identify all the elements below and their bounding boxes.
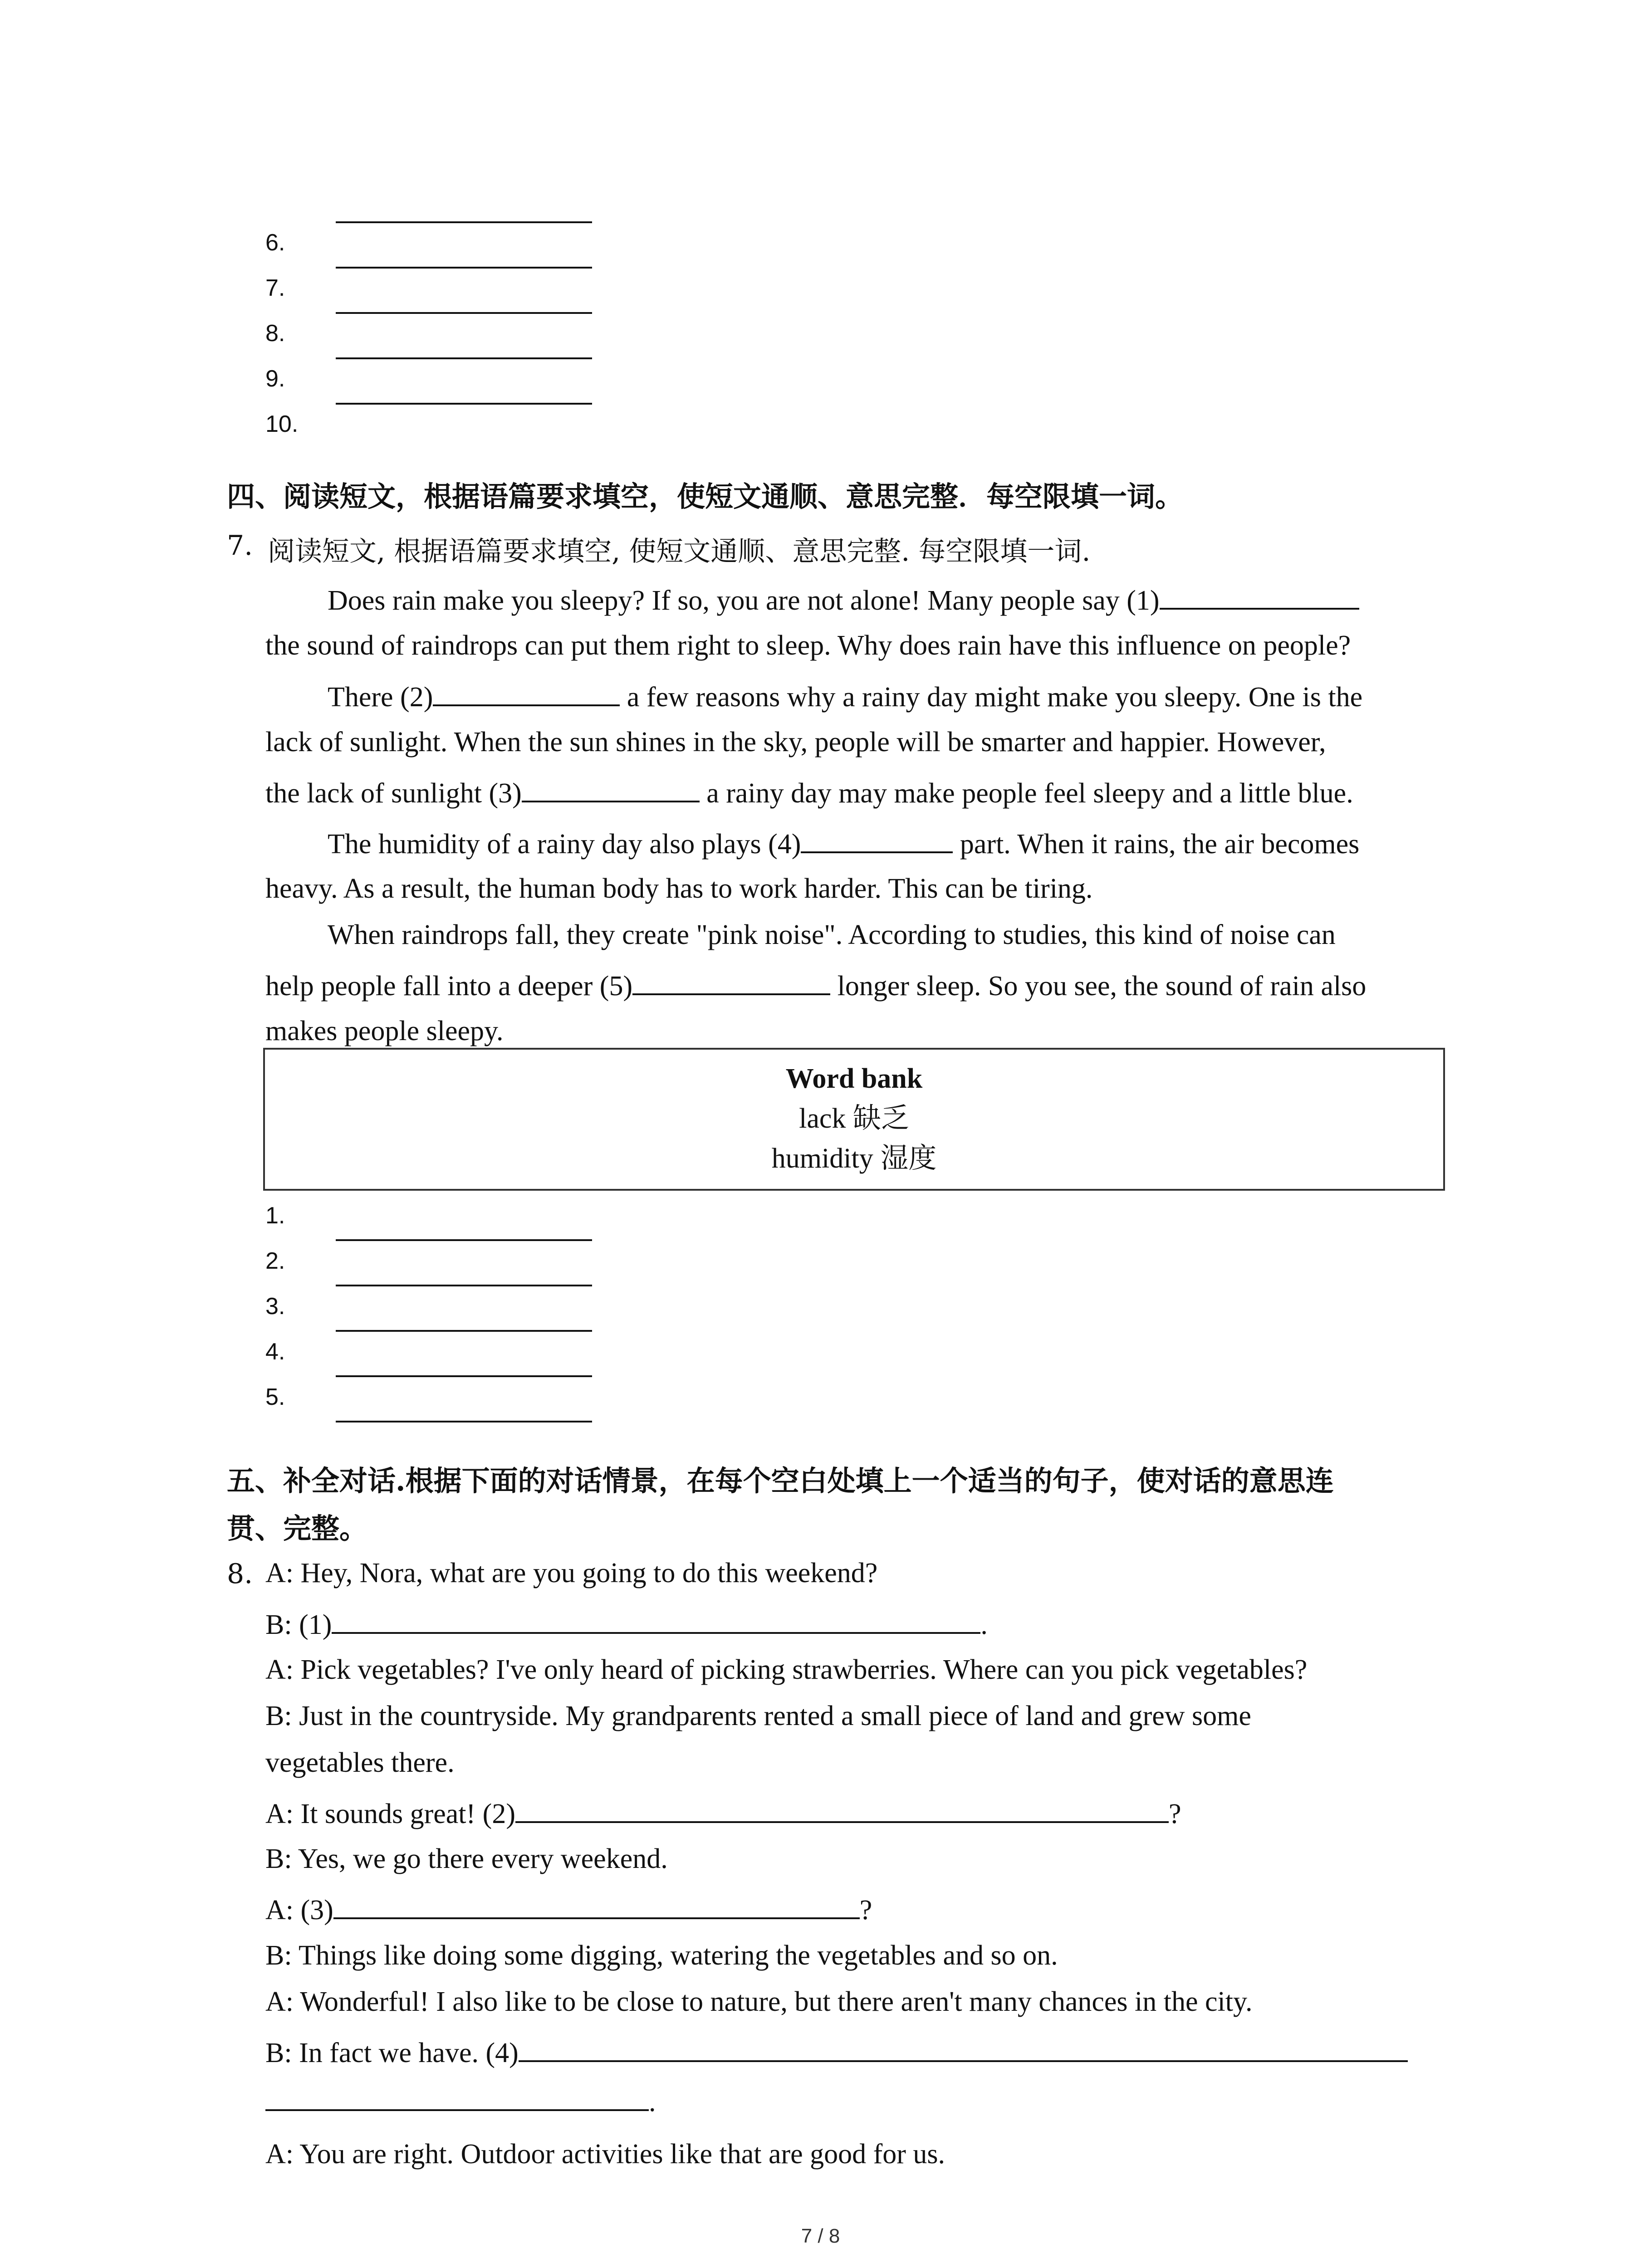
answer-label-10: 10. bbox=[265, 411, 299, 437]
passage-line-3: There (2) a few reasons why a rainy day might make you sleepy. One is the bbox=[328, 682, 1363, 713]
dialogue-line-9: B: Things like doing some digging, watering the vegetables and so on. bbox=[265, 1940, 1058, 1971]
answer-label-6: 6. bbox=[265, 230, 285, 256]
passage-line-2: the sound of raindrops can put them right to sleep. Why does rain have this influence on people? bbox=[265, 630, 1351, 661]
passage-line-8: When raindrops fall, they create "pink noise". According to studies, this kind of noise can bbox=[328, 919, 1336, 950]
dialogue-line-7: B: Yes, we go there every weekend. bbox=[265, 1843, 668, 1874]
dialogue-line-10: A: Wonderful! I also like to be close to nature, but there aren't many chances in the city. bbox=[265, 1986, 1253, 2017]
passage-line-9: help people fall into a deeper (5) longer sleep. So you see, the sound of rain also bbox=[265, 971, 1367, 1002]
word-bank-item-lack: lack 缺乏 bbox=[799, 1103, 909, 1134]
s4-answer-blank-4[interactable] bbox=[336, 1375, 592, 1377]
s4-answer-label-5: 5. bbox=[265, 1384, 285, 1410]
s4-answer-label-3: 3. bbox=[265, 1293, 285, 1320]
answer-label-9: 9. bbox=[265, 366, 285, 392]
answer-label-7: 7. bbox=[265, 275, 285, 301]
s4-answer-label-1: 1. bbox=[265, 1202, 285, 1229]
dialogue-blank-4[interactable] bbox=[519, 2038, 1408, 2062]
section4-heading: 四、阅读短文，根据语篇要求填空，使短文通顺、意思完整．每空限填一词。 bbox=[227, 480, 1184, 513]
answer-blank-8[interactable] bbox=[336, 312, 592, 314]
s4-answer-blank-3[interactable] bbox=[336, 1330, 592, 1332]
section5-heading-line2: 贯、完整。 bbox=[227, 1512, 368, 1545]
dialogue-line-13: A: You are right. Outdoor activities like that are good for us. bbox=[265, 2139, 945, 2170]
dialogue-line-11: B: In fact we have. (4) bbox=[265, 2038, 1408, 2067]
passage-line-1: Does rain make you sleepy? If so, you are not alone! Many people say (1) bbox=[328, 585, 1359, 615]
answer-blank-6[interactable] bbox=[336, 221, 592, 223]
word-bank-item-humidity: humidity 湿度 bbox=[771, 1143, 937, 1174]
word-bank-title: Word bank bbox=[785, 1063, 923, 1094]
answer-blank-10[interactable] bbox=[336, 403, 592, 405]
passage-line-4: lack of sunlight. When the sun shines in the sky, people will be smarter and happier. However, bbox=[265, 727, 1326, 758]
passage-blank-3[interactable] bbox=[522, 778, 700, 802]
dialogue-blank-4-continued[interactable] bbox=[265, 2087, 649, 2111]
passage-line-6: The humidity of a rainy day also plays (4) part. When it rains, the air becomes bbox=[328, 829, 1360, 860]
section5-question-number: 8. bbox=[227, 1558, 253, 1590]
s4-answer-label-2: 2. bbox=[265, 1248, 285, 1274]
section4-question-number: 7. bbox=[227, 530, 253, 562]
dialogue-line-5: vegetables there. bbox=[265, 1747, 455, 1778]
dialogue-line-8: A: (3) ? bbox=[265, 1895, 872, 1926]
passage-blank-1[interactable] bbox=[1160, 585, 1359, 610]
page-number: 7 / 8 bbox=[801, 2225, 840, 2247]
dialogue-line-4: B: Just in the countryside. My grandparents rented a small piece of land and grew some bbox=[265, 1701, 1251, 1731]
dialogue-blank-2[interactable] bbox=[515, 1799, 1169, 1823]
answer-label-8: 8. bbox=[265, 320, 285, 347]
answer-blank-7[interactable] bbox=[336, 267, 592, 269]
passage-line-7: heavy. As a result, the human body has to work harder. This can be tiring. bbox=[265, 873, 1093, 904]
passage-blank-2[interactable] bbox=[433, 682, 620, 706]
dialogue-line-12: . bbox=[265, 2087, 656, 2116]
dialogue-line-1: A: Hey, Nora, what are you going to do this weekend? bbox=[265, 1558, 878, 1589]
passage-line-5: the lack of sunlight (3) a rainy day may make people feel sleepy and a little blue. bbox=[265, 778, 1353, 809]
s4-answer-blank-1[interactable] bbox=[336, 1239, 592, 1241]
section5-heading-line1: 五、补全对话.根据下面的对话情景，在每个空白处填上一个适当的句子，使对话的意思连 bbox=[227, 1464, 1334, 1497]
dialogue-blank-1[interactable] bbox=[332, 1609, 980, 1634]
passage-blank-4[interactable] bbox=[801, 829, 953, 853]
section4-instruction: 阅读短文, 根据语篇要求填空, 使短文通顺、意思完整. 每空限填一词. bbox=[268, 536, 1091, 567]
passage-blank-5[interactable] bbox=[632, 971, 830, 995]
dialogue-line-3: A: Pick vegetables? I've only heard of picking strawberries. Where can you pick vegetables? bbox=[265, 1654, 1308, 1685]
dialogue-line-6: A: It sounds great! (2) ? bbox=[265, 1799, 1181, 1829]
s4-answer-blank-5[interactable] bbox=[336, 1421, 592, 1422]
dialogue-line-2: B: (1) . bbox=[265, 1609, 988, 1640]
s4-answer-blank-2[interactable] bbox=[336, 1285, 592, 1286]
passage-line-10: makes people sleepy. bbox=[265, 1016, 504, 1046]
answer-blank-9[interactable] bbox=[336, 357, 592, 359]
dialogue-blank-3[interactable] bbox=[333, 1895, 860, 1919]
word-bank-box bbox=[263, 1048, 1445, 1191]
s4-answer-label-4: 4. bbox=[265, 1339, 285, 1365]
